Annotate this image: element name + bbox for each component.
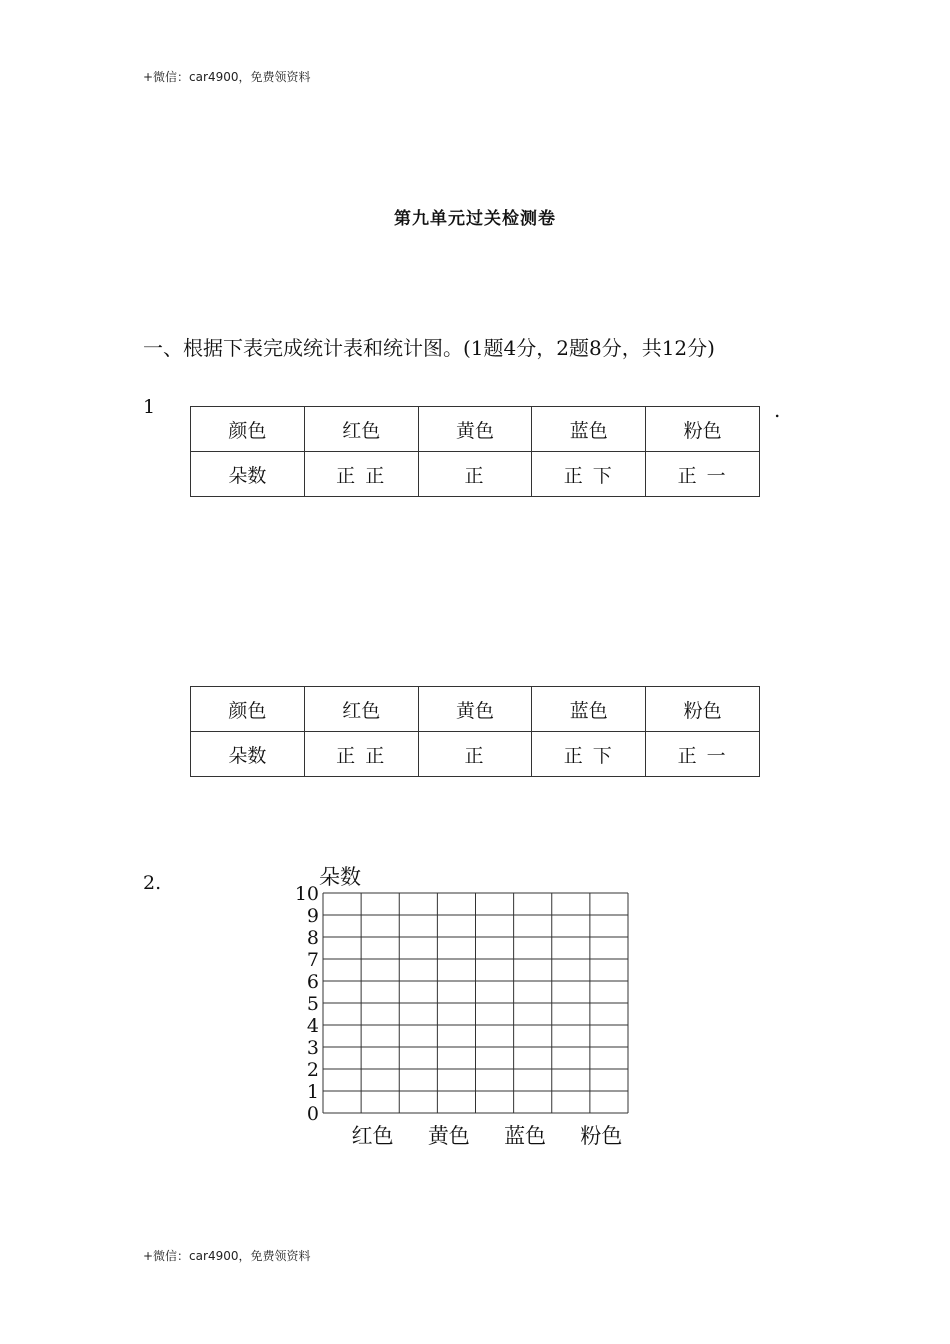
y-tick-label: 4 (306, 1015, 319, 1037)
y-tick-label: 0 (306, 1103, 319, 1125)
tally-table-copy (190, 686, 760, 777)
tally-cell (418, 732, 532, 777)
watermark-bottom: +微信：car4900，免费领资料 (143, 1249, 311, 1263)
x-category-label: 蓝色 (504, 1124, 547, 1148)
question-1-trailing: . (774, 398, 781, 422)
color-cell: 红色 (304, 687, 418, 732)
y-tick-label: 1 (306, 1081, 319, 1103)
row-label: 朵数 (191, 452, 305, 497)
x-category-label: 黄色 (427, 1124, 470, 1148)
blank-bar-chart-grid (290, 880, 650, 1150)
color-cell: 红色 (304, 407, 418, 452)
tally-mark: 正 (464, 464, 486, 487)
tally-cell (646, 452, 760, 497)
y-tick-label: 5 (306, 993, 319, 1015)
y-tick-label: 10 (294, 883, 319, 905)
tally-cell (418, 452, 532, 497)
watermark-top: +微信：car4900，免费领资料 (143, 70, 311, 84)
question-2-number: 2. (143, 872, 162, 894)
color-cell: 粉色 (646, 407, 760, 452)
header-label: 颜色 (191, 687, 305, 732)
y-tick-label: 2 (306, 1059, 319, 1081)
y-tick-label: 3 (306, 1037, 319, 1059)
tally-cell (304, 732, 418, 777)
tally-cell (532, 732, 646, 777)
tally-mark: 正 下 (563, 464, 614, 487)
tally-cell (532, 452, 646, 497)
tally-cell (646, 732, 760, 777)
color-cell: 蓝色 (532, 407, 646, 452)
y-tick-label: 7 (306, 949, 319, 971)
y-tick-label: 9 (306, 905, 319, 927)
y-tick-label: 6 (306, 971, 319, 993)
x-category-label: 粉色 (580, 1124, 623, 1148)
tally-mark: 正 一 (677, 744, 728, 767)
color-cell: 黄色 (418, 407, 532, 452)
color-cell: 蓝色 (532, 687, 646, 732)
color-cell: 粉色 (646, 687, 760, 732)
x-category-label: 红色 (351, 1124, 394, 1148)
tally-mark: 正 正 (336, 744, 387, 767)
page-title: 第九单元过关检测卷 (394, 209, 556, 229)
question-1-number: 1 (143, 396, 156, 418)
row-label: 朵数 (191, 732, 305, 777)
color-cell: 黄色 (418, 687, 532, 732)
chart-y-title: 朵数 (319, 865, 361, 889)
tally-mark: 正 一 (677, 464, 728, 487)
tally-table-original (190, 406, 760, 497)
y-tick-label: 8 (306, 927, 319, 949)
tally-mark: 正 正 (336, 464, 387, 487)
header-label: 颜色 (191, 407, 305, 452)
section-1-heading: 一、根据下表完成统计表和统计图。(1题4分，2题8分，共12分) (143, 336, 715, 360)
tally-mark: 正 下 (563, 744, 614, 767)
tally-cell (304, 452, 418, 497)
tally-mark: 正 (464, 744, 486, 767)
